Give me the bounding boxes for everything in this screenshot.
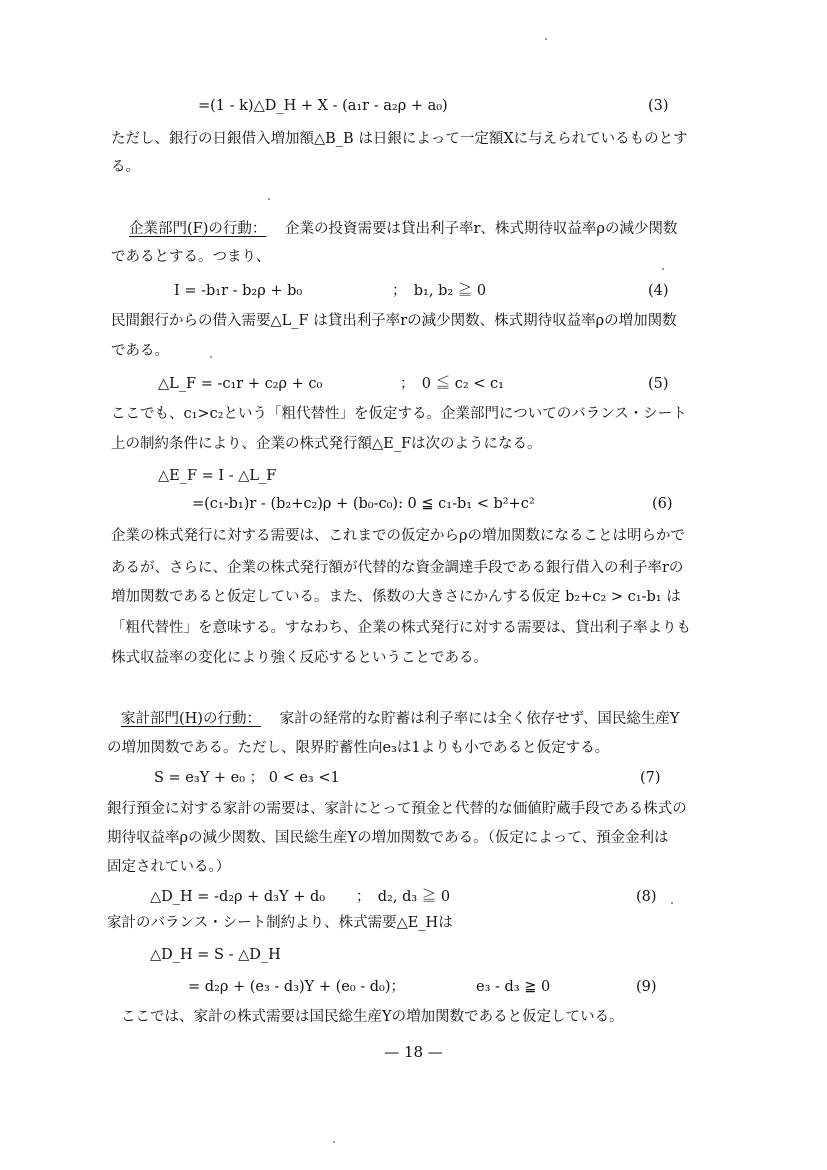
household-line-1: 家計の経常的な貯蓄は利子率には全く依存せず、国民総生産Y [279,711,680,727]
firm-line-2: であるとする。つまり、 [111,249,271,265]
equation-8-number: (8) [636,889,657,905]
page-number: — 18 — [384,1043,443,1061]
scan-speck [333,1141,335,1143]
equation-3-number: (3) [648,98,669,114]
equation-9a-formula: △D_H = S - △D_H [150,947,281,963]
scan-speck [662,268,664,270]
firm-line-5: ここでも、c₁>c₂という「粗代替性」を仮定する。企業部門についてのバランス・シート [111,406,687,422]
equation-4-condition: ； b₁, b₂ ≧ 0 [392,283,487,299]
equation-7-formula: S = e₃Y + e₀ ； 0 < e₃ <1 [154,770,340,786]
household-line-5: 固定されている。） [107,859,231,875]
equation-9b-formula: = d₂ρ + (e₃ - d₃)Y + (e₀ - d₀)； [188,979,406,995]
scan-speck [210,356,212,358]
firm-paragraph-line-3: 増加関数であると仮定している。また、係数の大きさにかんする仮定 b₂+c₂ > c₁-b₁ は [111,589,681,605]
firm-paragraph-line-5: 株式収益率の変化により強く反応するということである。 [111,650,488,666]
equation-5-formula: △L_F = -c₁r + c₂ρ + c₀ [158,376,323,392]
firm-line-6: 上の制約条件により、企業の株式発行額△E_Fは次のようになる。 [111,436,542,452]
equation-6-number: (6) [652,496,673,512]
scan-speck [671,902,673,904]
household-section-line-1 [121,709,680,729]
equation-4-formula: I = -b₁r - b₂ρ + b₀ [174,283,303,299]
household-line-4: 期待収益率ρの減少関数、国民総生産Yの増加関数である。（仮定によって、預金金利は [107,830,669,846]
scan-speck [545,38,547,40]
equation-9b-condition: e₃ - d₃ ≧ 0 [476,979,551,995]
intro-line-2: る。 [111,159,140,175]
equation-3-formula: =(1 - k)△D_H + X - (a₁r - a₂ρ + a₀) [198,98,448,114]
household-line-2: の増加関数である。ただし、限界貯蓄性向e₃は1よりも小であると仮定する。 [107,740,610,756]
firm-section-heading: 企業部門(F)の行動： [129,221,267,237]
intro-line-1: ただし、銀行の日銀借入増加額△B_B は日銀によって一定額Xに与えられているものとす [111,131,688,147]
firm-paragraph-line-1: 企業の株式発行に対する需要は、これまでの仮定からρの増加関数になることは明らかで [111,528,686,544]
scan-speck [268,198,270,200]
equation-5-number: (5) [648,376,669,392]
firm-paragraph-line-2: あるが、さらに、企業の株式発行額が代替的な資金調達手段である銀行借入の利子率rの [111,560,684,576]
equation-9-number: (9) [636,979,657,995]
equation-5-condition: ； 0 ≦ c₂ < c₁ [400,376,504,392]
equation-6b-formula: =(c₁-b₁)r - (b₂+c₂)ρ + (b₀-c₀): 0 ≦ c₁-b₁ < b²+c² [192,496,535,512]
equation-7-number: (7) [640,770,661,786]
firm-paragraph-line-4: 「粗代替性」を意味する。すなわち、企業の株式発行に対する需要は、貸出利子率よりも [111,620,691,636]
firm-line-4: である。 [111,343,169,359]
firm-line-1: 企業の投資需要は貸出利子率r、株式期待収益率ρの減少関数 [284,221,678,237]
equation-8-condition: ； d₂, d₃ ≧ 0 [356,889,451,905]
household-line-6: 家計のバランス・シート制約より、株式需要△E_Hは [107,915,453,931]
equation-8-formula: △D_H = -d₂ρ + d₃Y + d₀ [150,889,326,905]
firm-line-3: 民間銀行からの借入需要△L_F は貸出利子率rの減少関数、株式期待収益率ρの増加関数 [111,313,677,329]
household-line-7: ここでは、家計の株式需要は国民総生産Yの増加関数であると仮定している。 [121,1009,624,1025]
equation-4-number: (4) [648,283,669,299]
household-line-3: 銀行預金に対する家計の需要は、家計にとって預金と代替的な価値貯蔵手段である株式の [107,801,687,817]
firm-section-line-1 [129,219,677,239]
household-section-heading: 家計部門(H)の行動： [121,711,261,727]
equation-6a-formula: △E_F = I - △L_F [158,468,277,484]
